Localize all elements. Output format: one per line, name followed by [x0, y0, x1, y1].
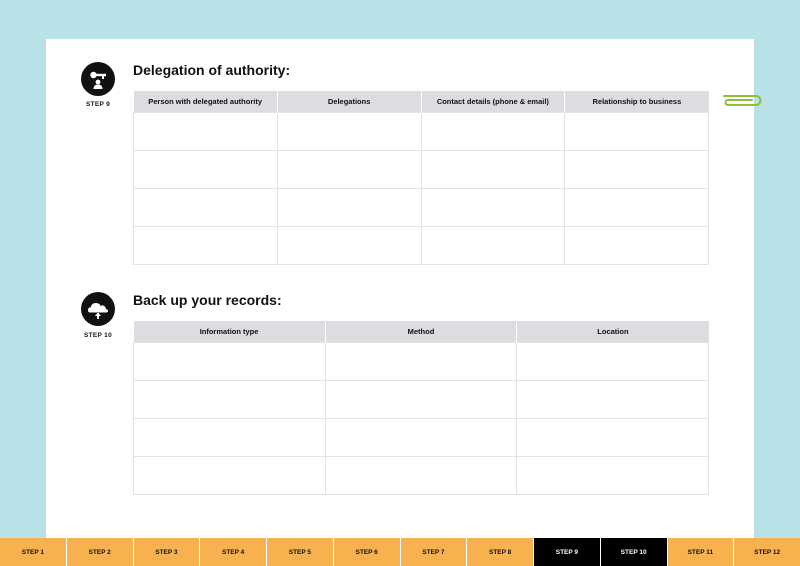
table-cell[interactable] [325, 457, 517, 495]
table-cell[interactable] [277, 113, 421, 151]
key-person-icon [81, 62, 115, 96]
tab-step-2[interactable]: STEP 2 [67, 538, 134, 566]
table-cell[interactable] [325, 419, 517, 457]
tab-step-8[interactable]: STEP 8 [467, 538, 534, 566]
table-cell[interactable] [134, 227, 278, 265]
tab-step-10[interactable]: STEP 10 [601, 538, 668, 566]
backup-table [133, 321, 709, 495]
table-header-row [134, 91, 709, 113]
delegation-title: Delegation of authority: [133, 62, 291, 78]
table-cell[interactable] [134, 189, 278, 227]
table-cell[interactable] [277, 151, 421, 189]
table-header-row [134, 321, 709, 343]
column-header: Location [517, 321, 709, 343]
table-cell[interactable] [517, 457, 709, 495]
table-cell[interactable] [134, 457, 326, 495]
table-cell[interactable] [565, 227, 709, 265]
table-row [134, 113, 709, 151]
column-header: Information type [134, 321, 326, 343]
column-header: Method [325, 321, 517, 343]
table-cell[interactable] [134, 381, 326, 419]
table-cell[interactable] [325, 343, 517, 381]
table-row [134, 189, 709, 227]
column-header: Delegations [277, 91, 421, 113]
backup-title: Back up your records: [133, 292, 282, 308]
table-cell[interactable] [421, 189, 565, 227]
step-9-label: STEP 9 [85, 101, 111, 108]
table-cell[interactable] [134, 151, 278, 189]
column-header: Contact details (phone & email) [421, 91, 565, 113]
document-page [46, 39, 754, 538]
table-cell[interactable] [565, 113, 709, 151]
column-header: Relationship to business [565, 91, 709, 113]
tab-step-1[interactable]: STEP 1 [0, 538, 67, 566]
table-cell[interactable] [134, 343, 326, 381]
table-cell[interactable] [277, 189, 421, 227]
table-cell[interactable] [134, 113, 278, 151]
tab-step-6[interactable]: STEP 6 [334, 538, 401, 566]
table-row [134, 227, 709, 265]
column-header: Person with delegated authority [134, 91, 278, 113]
tab-step-4[interactable]: STEP 4 [200, 538, 267, 566]
table-cell[interactable] [421, 227, 565, 265]
table-row [134, 343, 709, 381]
table-row [134, 381, 709, 419]
table-cell[interactable] [565, 151, 709, 189]
table-cell[interactable] [517, 419, 709, 457]
table-cell[interactable] [517, 343, 709, 381]
table-cell[interactable] [421, 113, 565, 151]
cloud-upload-icon [81, 292, 115, 326]
table-cell[interactable] [134, 419, 326, 457]
table-row [134, 419, 709, 457]
tab-step-3[interactable]: STEP 3 [134, 538, 201, 566]
paperclip-icon [720, 91, 766, 114]
table-cell[interactable] [421, 151, 565, 189]
tab-step-12[interactable]: STEP 12 [754, 548, 781, 556]
table-cell[interactable] [277, 227, 421, 265]
tab-step-11[interactable]: STEP 11 [668, 538, 735, 566]
delegation-table [133, 91, 709, 265]
table-cell[interactable] [517, 381, 709, 419]
table-cell[interactable] [565, 189, 709, 227]
tab-step-7[interactable]: STEP 7 [401, 538, 468, 566]
table-row [134, 457, 709, 495]
tab-step-9[interactable]: STEP 9 [534, 538, 601, 566]
table-row [134, 151, 709, 189]
step-10-label: STEP 10 [84, 332, 112, 339]
step-navigation [0, 538, 800, 566]
tab-step-5[interactable]: STEP 5 [267, 538, 334, 566]
table-cell[interactable] [325, 381, 517, 419]
